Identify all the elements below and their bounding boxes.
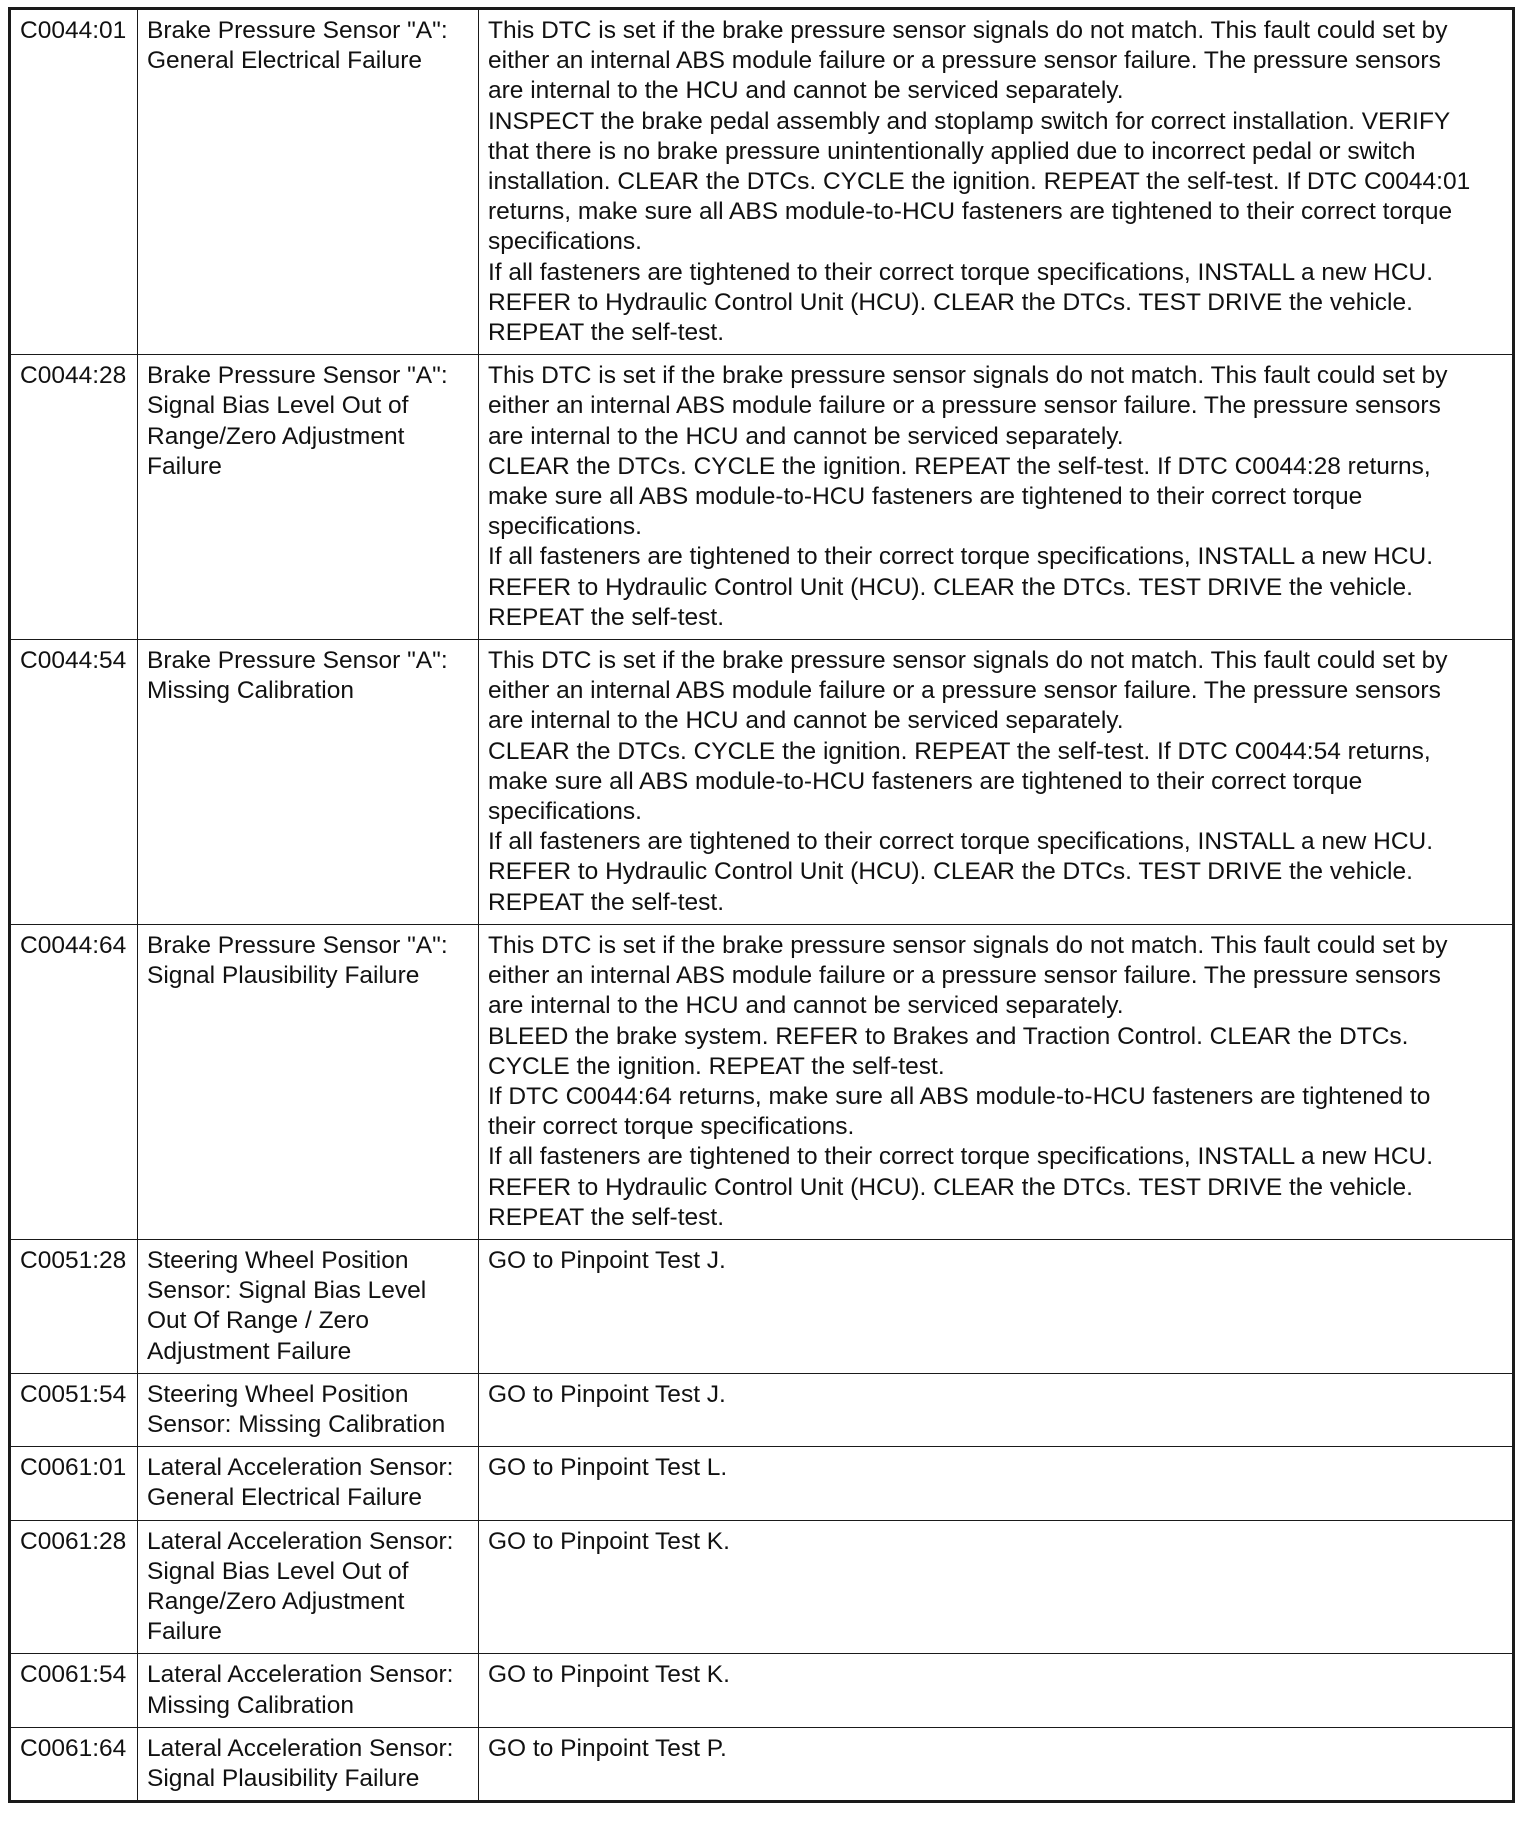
action-line: are internal to the HCU and cannot be serviced separately.: [488, 422, 1124, 450]
dtc-code-cell: C0061:28: [10, 1520, 138, 1654]
dtc-description-cell: [138, 924, 479, 1239]
dtc-action-cell: [479, 1520, 1514, 1654]
dtc-description-cell: [138, 1520, 479, 1654]
dtc-action-cell: [479, 355, 1514, 640]
dtc-code-cell: C0044:64: [10, 924, 138, 1239]
action-line: If DTC C0044:64 returns, make sure all ABS module-to-HCU fasteners are tightened to: [488, 1082, 1431, 1110]
action-line: GO to Pinpoint Test J.: [488, 1246, 726, 1274]
action-line: REFER to Hydraulic Control Unit (HCU). CLEAR the DTCs. TEST DRIVE the vehicle.: [488, 858, 1413, 886]
dtc-description-cell: [138, 355, 479, 640]
action-line: If all fasteners are tightened to their correct torque specifications, INSTALL a new HCU.: [488, 828, 1434, 856]
action-line: are internal to the HCU and cannot be serviced separately.: [488, 992, 1124, 1020]
action-line: REPEAT the self-test.: [488, 319, 725, 347]
action-line: REPEAT the self-test.: [488, 1203, 725, 1231]
action-line: This DTC is set if the brake pressure sensor signals do not match. This fault could set by: [488, 647, 1448, 675]
action-line: are internal to the HCU and cannot be serviced separately.: [488, 707, 1124, 735]
description-line: Sensor: Missing Calibration: [147, 1410, 446, 1438]
action-line: GO to Pinpoint Test K.: [488, 1661, 730, 1689]
dtc-action-cell: [479, 1447, 1514, 1520]
table-row: [10, 640, 1514, 925]
description-line: Missing Calibration: [147, 677, 354, 705]
dtc-code-cell: C0061:54: [10, 1654, 138, 1727]
table-row: [10, 1654, 1514, 1727]
dtc-code-cell: C0044:01: [10, 9, 138, 355]
dtc-action-cell: [479, 1373, 1514, 1446]
action-line: specifications.: [488, 513, 642, 541]
description-line: Sensor: Signal Bias Level: [147, 1277, 427, 1305]
table-row: [10, 1520, 1514, 1654]
description-line: Lateral Acceleration Sensor:: [147, 1661, 454, 1689]
action-line: If all fasteners are tightened to their correct torque specifications, INSTALL a new HCU.: [488, 543, 1434, 571]
description-line: Signal Bias Level Out of: [147, 392, 409, 420]
action-line: If all fasteners are tightened to their correct torque specifications, INSTALL a new HCU.: [488, 258, 1434, 286]
dtc-action-cell: [479, 1239, 1514, 1373]
dtc-table-container: [8, 7, 1512, 1803]
dtc-code-cell: C0051:28: [10, 1239, 138, 1373]
dtc-description-cell: [138, 1654, 479, 1727]
dtc-description-cell: [138, 1727, 479, 1801]
description-line: Lateral Acceleration Sensor:: [147, 1454, 454, 1482]
table-row: [10, 355, 1514, 640]
table-row: [10, 1373, 1514, 1446]
action-line: REFER to Hydraulic Control Unit (HCU). CLEAR the DTCs. TEST DRIVE the vehicle.: [488, 288, 1413, 316]
description-line: Lateral Acceleration Sensor:: [147, 1734, 454, 1762]
action-line: that there is no brake pressure unintentionally applied due to incorrect pedal or switch: [488, 137, 1416, 165]
action-line: either an internal ABS module failure or a pressure sensor failure. The pressure sensors: [488, 677, 1441, 705]
description-line: Steering Wheel Position: [147, 1246, 409, 1274]
description-line: Failure: [147, 1618, 222, 1646]
dtc-code-cell: C0061:64: [10, 1727, 138, 1801]
dtc-action-cell: [479, 924, 1514, 1239]
dtc-description-cell: [138, 1373, 479, 1446]
action-line: This DTC is set if the brake pressure sensor signals do not match. This fault could set by: [488, 362, 1448, 390]
action-line: make sure all ABS module-to-HCU fasteners are tightened to their correct torque: [488, 767, 1363, 795]
description-line: Brake Pressure Sensor "A":: [147, 17, 448, 44]
dtc-action-cell: [479, 1654, 1514, 1727]
dtc-code-cell: C0044:28: [10, 355, 138, 640]
dtc-description-cell: [138, 640, 479, 925]
action-line: BLEED the brake system. REFER to Brakes and Traction Control. CLEAR the DTCs.: [488, 1022, 1409, 1050]
action-line: CLEAR the DTCs. CYCLE the ignition. REPEAT the self-test. If DTC C0044:54 returns,: [488, 737, 1431, 765]
description-line: Brake Pressure Sensor "A":: [147, 362, 448, 390]
action-line: GO to Pinpoint Test P.: [488, 1734, 727, 1762]
description-line: Signal Bias Level Out of: [147, 1557, 409, 1585]
dtc-code-cell: C0061:01: [10, 1447, 138, 1520]
description-line: Range/Zero Adjustment: [147, 1587, 405, 1615]
dtc-action-cell: [479, 640, 1514, 925]
description-line: General Electrical Failure: [147, 1484, 423, 1512]
description-line: General Electrical Failure: [147, 47, 423, 75]
table-row: [10, 1239, 1514, 1373]
description-line: Signal Plausibility Failure: [147, 1764, 420, 1792]
description-line: Failure: [147, 452, 222, 480]
action-line: REPEAT the self-test.: [488, 888, 725, 916]
action-line: either an internal ABS module failure or a pressure sensor failure. The pressure sensors: [488, 962, 1441, 990]
description-line: Range/Zero Adjustment: [147, 422, 405, 450]
description-line: Brake Pressure Sensor "A":: [147, 931, 448, 959]
action-line: either an internal ABS module failure or a pressure sensor failure. The pressure sensors: [488, 392, 1441, 420]
dtc-code-cell: C0044:54: [10, 640, 138, 925]
table-row: [10, 1447, 1514, 1520]
action-line: GO to Pinpoint Test L.: [488, 1454, 728, 1482]
dtc-code-cell: C0051:54: [10, 1373, 138, 1446]
action-line: CLEAR the DTCs. CYCLE the ignition. REPEAT the self-test. If DTC C0044:28 returns,: [488, 452, 1431, 480]
dtc-description-cell: [138, 1447, 479, 1520]
action-line: either an internal ABS module failure or a pressure sensor failure. The pressure sensors: [488, 47, 1441, 75]
dtc-action-cell: [479, 9, 1514, 355]
action-line: This DTC is set if the brake pressure sensor signals do not match. This fault could set by: [488, 931, 1448, 959]
action-line: GO to Pinpoint Test J.: [488, 1380, 726, 1408]
table-row: [10, 1727, 1514, 1801]
action-line: their correct torque specifications.: [488, 1113, 855, 1141]
table-row: [10, 924, 1514, 1239]
table-row: [10, 9, 1514, 355]
description-line: Missing Calibration: [147, 1691, 354, 1719]
dtc-description-cell: [138, 1239, 479, 1373]
action-line: installation. CLEAR the DTCs. CYCLE the ignition. REPEAT the self-test. If DTC C0044:01: [488, 168, 1471, 196]
dtc-table-body: [10, 9, 1514, 1802]
action-line: CYCLE the ignition. REPEAT the self-test.: [488, 1052, 945, 1080]
description-line: Lateral Acceleration Sensor:: [147, 1527, 454, 1555]
action-line: are internal to the HCU and cannot be serviced separately.: [488, 77, 1124, 105]
action-line: returns, make sure all ABS module-to-HCU fasteners are tightened to their correct torque: [488, 198, 1453, 226]
dtc-table: [8, 7, 1515, 1803]
action-line: REFER to Hydraulic Control Unit (HCU). CLEAR the DTCs. TEST DRIVE the vehicle.: [488, 1173, 1413, 1201]
action-line: GO to Pinpoint Test K.: [488, 1527, 730, 1555]
dtc-action-cell: [479, 1727, 1514, 1801]
action-line: specifications.: [488, 798, 642, 826]
description-line: Signal Plausibility Failure: [147, 962, 420, 990]
action-line: REFER to Hydraulic Control Unit (HCU). CLEAR the DTCs. TEST DRIVE the vehicle.: [488, 573, 1413, 601]
dtc-description-cell: [138, 9, 479, 355]
action-line: REPEAT the self-test.: [488, 603, 725, 631]
action-line: make sure all ABS module-to-HCU fasteners are tightened to their correct torque: [488, 483, 1363, 511]
action-line: INSPECT the brake pedal assembly and stoplamp switch for correct installation. VERIFY: [488, 107, 1451, 135]
description-line: Adjustment Failure: [147, 1337, 352, 1365]
description-line: Brake Pressure Sensor "A":: [147, 647, 448, 675]
action-line: This DTC is set if the brake pressure sensor signals do not match. This fault could set by: [488, 17, 1448, 44]
description-line: Out Of Range / Zero: [147, 1307, 369, 1335]
action-line: specifications.: [488, 228, 642, 256]
action-line: If all fasteners are tightened to their correct torque specifications, INSTALL a new HCU.: [488, 1143, 1434, 1171]
description-line: Steering Wheel Position: [147, 1380, 409, 1408]
